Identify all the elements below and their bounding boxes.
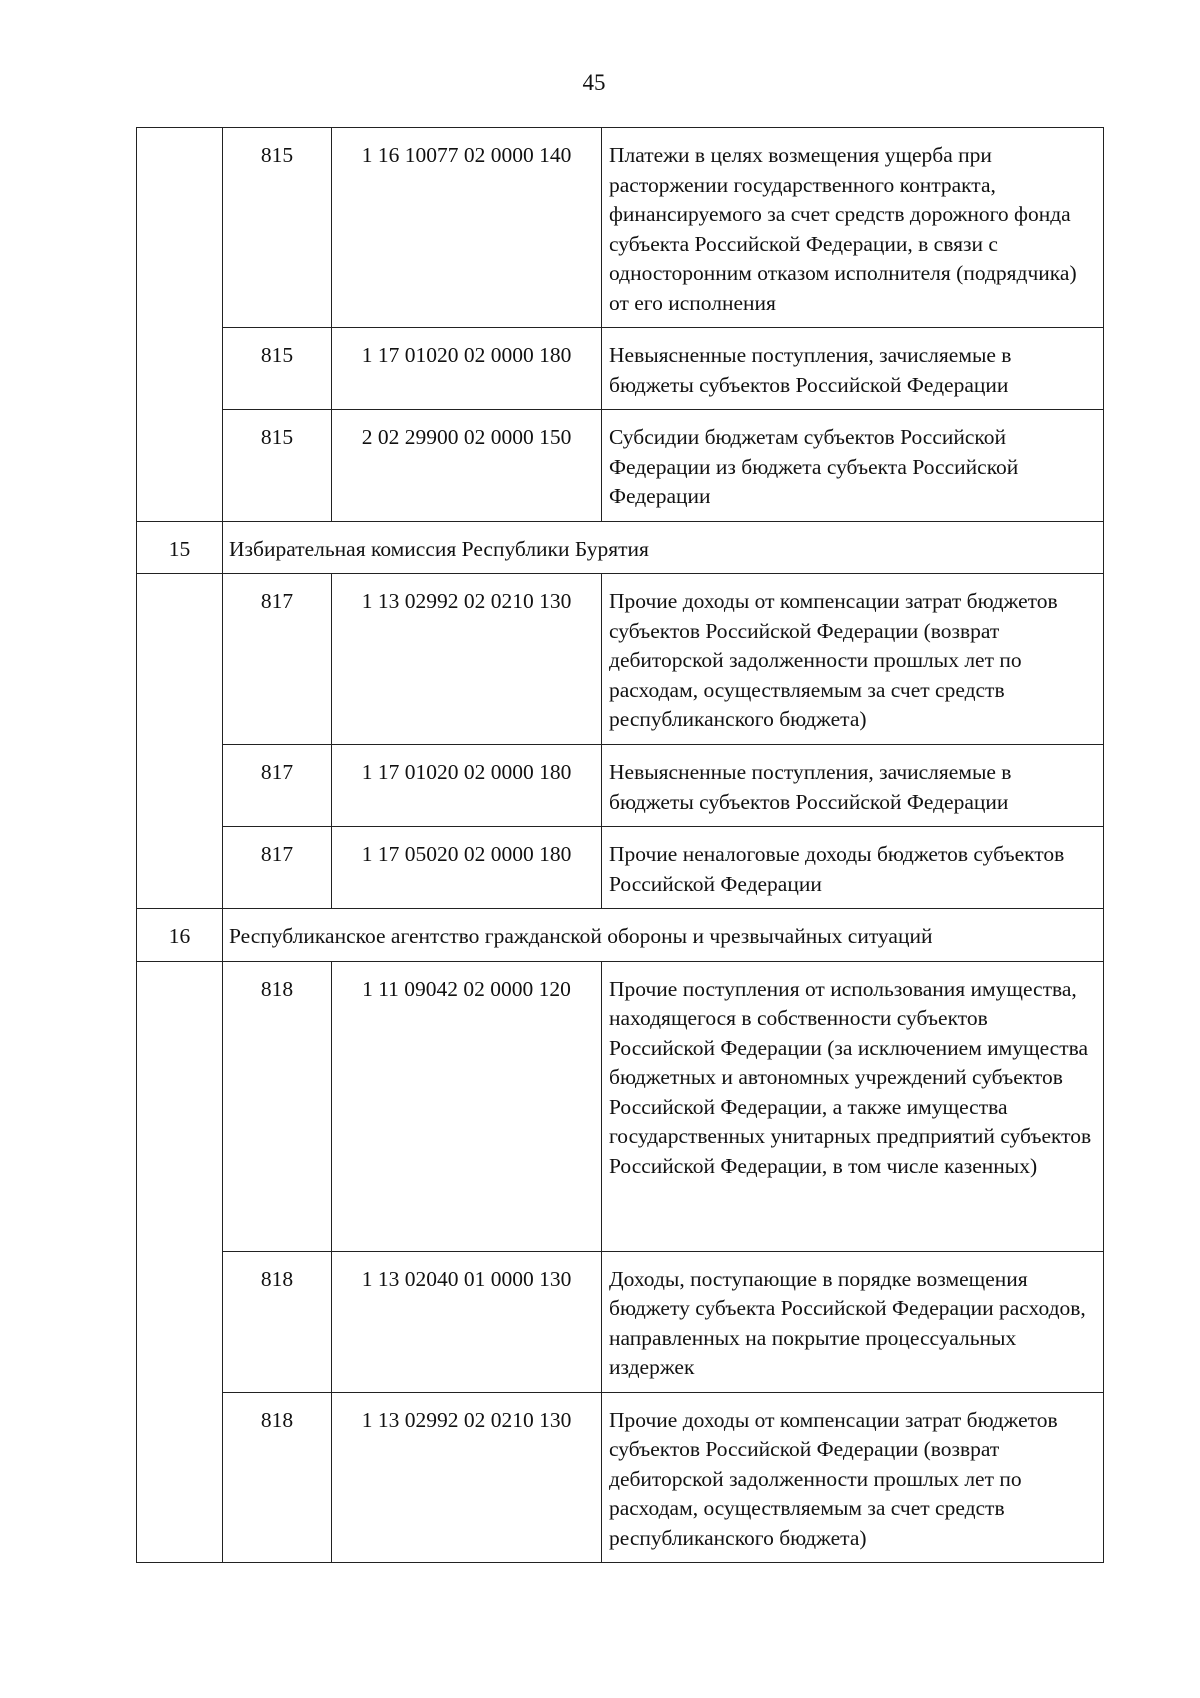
table-row (137, 1392, 1104, 1563)
admin-code-cell: 817 (223, 827, 332, 909)
budget-code-cell: 1 16 10077 02 0000 140 (332, 128, 602, 328)
table-row (137, 128, 1104, 328)
table-row (137, 410, 1104, 522)
organization-row (137, 521, 1104, 574)
table-row (137, 328, 1104, 410)
table-row (137, 827, 1104, 909)
revenue-name-cell: Платежи в целях возмещения ущерба при расторжении государственного контракта, финансируемого за счет средств дорожного фонда субъекта Российской Федерации, в связи с односторонним отказом исполнителя (подрядчика) от его исполнения (602, 128, 1104, 328)
org-number-cell: 15 (137, 521, 223, 574)
row-number-cell (137, 574, 223, 909)
table-row (137, 574, 1104, 745)
revenue-name-cell: Прочие доходы от компенсации затрат бюджетов субъектов Российской Федерации (возврат дебиторской задолженности прошлых лет по расходам, осуществляемым за счет средств республиканского бюджета) (602, 574, 1104, 745)
revenue-name-cell: Субсидии бюджетам субъектов Российской Федерации из бюджета субъекта Российской Федерации (602, 410, 1104, 522)
revenue-name-cell: Невыясненные поступления, зачисляемые в бюджеты субъектов Российской Федерации (602, 328, 1104, 410)
revenue-administrators-table (136, 127, 1104, 1563)
budget-code-cell: 1 13 02040 01 0000 130 (332, 1251, 602, 1392)
admin-code-cell: 815 (223, 328, 332, 410)
revenue-name-cell: Доходы, поступающие в порядке возмещения бюджету субъекта Российской Федерации расходов, направленных на покрытие процессуальных издержек (602, 1251, 1104, 1392)
admin-code-cell: 817 (223, 574, 332, 745)
row-number-cell (137, 128, 223, 522)
budget-code-cell: 1 17 05020 02 0000 180 (332, 827, 602, 909)
budget-code-cell: 2 02 29900 02 0000 150 (332, 410, 602, 522)
budget-code-cell: 1 13 02992 02 0210 130 (332, 1392, 602, 1563)
org-name-cell: Избирательная комиссия Республики Бурятия (223, 521, 1104, 574)
budget-code-cell: 1 13 02992 02 0210 130 (332, 574, 602, 745)
budget-code-cell: 1 17 01020 02 0000 180 (332, 745, 602, 827)
revenue-name-cell: Невыясненные поступления, зачисляемые в бюджеты субъектов Российской Федерации (602, 745, 1104, 827)
budget-code-cell: 1 11 09042 02 0000 120 (332, 961, 602, 1251)
admin-code-cell: 815 (223, 128, 332, 328)
admin-code-cell: 818 (223, 1392, 332, 1563)
org-number-cell: 16 (137, 909, 223, 962)
admin-code-cell: 818 (223, 961, 332, 1251)
page-number: 45 (582, 70, 606, 95)
revenue-name-cell: Прочие доходы от компенсации затрат бюджетов субъектов Российской Федерации (возврат дебиторской задолженности прошлых лет по расходам, осуществляемым за счет средств республиканского бюджета) (602, 1392, 1104, 1563)
revenue-name-cell: Прочие неналоговые доходы бюджетов субъектов Российской Федерации (602, 827, 1104, 909)
table-row (137, 1251, 1104, 1392)
admin-code-cell: 817 (223, 745, 332, 827)
table-row (137, 961, 1104, 1251)
organization-row (137, 909, 1104, 962)
row-number-cell (137, 961, 223, 1563)
budget-code-cell: 1 17 01020 02 0000 180 (332, 328, 602, 410)
table-row (137, 745, 1104, 827)
revenue-name-cell: Прочие поступления от использования имущества, находящегося в собственности субъектов Российской Федерации (за исключением имущества бюджетных и автономных учреждений субъектов Российской Федерации, а также имущества государственных унитарных предприятий субъектов Российской Федерации, в том числе казенных) (602, 961, 1104, 1251)
org-name-cell: Республиканское агентство гражданской обороны и чрезвычайных ситуаций (223, 909, 1104, 962)
admin-code-cell: 818 (223, 1251, 332, 1392)
admin-code-cell: 815 (223, 410, 332, 522)
